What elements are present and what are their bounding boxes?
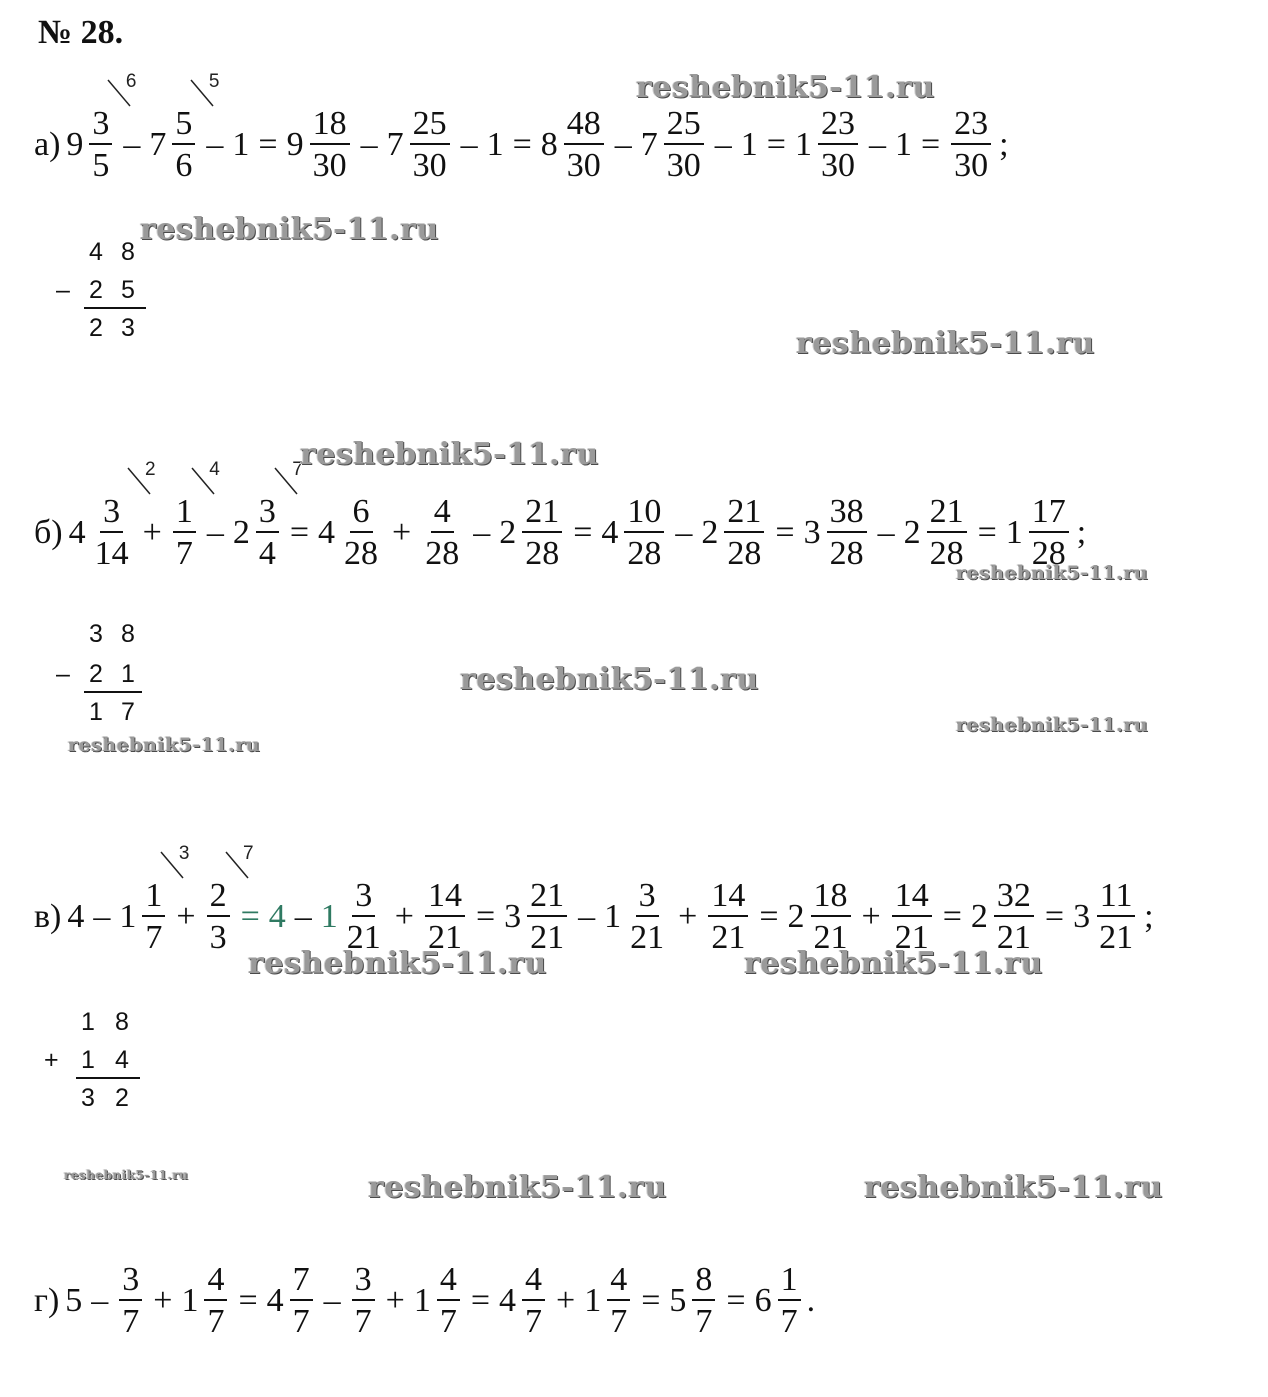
watermark: reshebnik5-11.ru bbox=[248, 946, 547, 981]
digit: 4 bbox=[89, 238, 103, 266]
denominator: 7 bbox=[175, 535, 193, 573]
fraction bbox=[607, 1262, 630, 1340]
operator: = bbox=[775, 513, 795, 551]
fraction bbox=[778, 1262, 801, 1340]
numerator: 32 bbox=[994, 878, 1034, 917]
denominator: 7 bbox=[439, 1303, 457, 1341]
numerator: 18 bbox=[310, 106, 350, 145]
plus-sign: + bbox=[44, 1046, 59, 1074]
equation-v bbox=[34, 843, 1154, 957]
denominator: 21 bbox=[427, 919, 462, 957]
watermark: reshebnik5-11.ru bbox=[636, 70, 935, 105]
fraction bbox=[692, 1262, 715, 1340]
denominator: 30 bbox=[412, 147, 447, 185]
number: 1 bbox=[740, 125, 758, 163]
numerator: 14 bbox=[892, 878, 932, 917]
extra-factor-mark bbox=[106, 71, 137, 110]
denominator: 28 bbox=[525, 535, 560, 573]
operator: – bbox=[714, 125, 732, 163]
operator: = bbox=[475, 897, 496, 935]
fraction bbox=[1029, 494, 1069, 572]
whole: 1 bbox=[794, 125, 812, 163]
operator: – bbox=[93, 897, 111, 935]
fraction bbox=[708, 878, 748, 956]
denominator: 30 bbox=[820, 147, 855, 185]
column-addition-v bbox=[44, 1010, 154, 1120]
fraction bbox=[811, 878, 851, 956]
fraction bbox=[142, 843, 190, 957]
denominator: 7 bbox=[292, 1303, 310, 1341]
denominator: 21 bbox=[346, 919, 381, 957]
number: 5 bbox=[65, 1281, 83, 1319]
digit: 8 bbox=[115, 1008, 129, 1036]
operator: – bbox=[868, 125, 886, 163]
operator: = bbox=[759, 897, 779, 935]
fraction bbox=[564, 106, 604, 184]
watermark: reshebnik5-11.ru bbox=[796, 326, 1095, 361]
operator: = bbox=[258, 125, 278, 163]
digit: 2 bbox=[89, 314, 103, 342]
operator: – bbox=[675, 513, 693, 551]
digit: 3 bbox=[81, 1084, 95, 1112]
digit: 5 bbox=[121, 276, 135, 304]
digit: 1 bbox=[121, 660, 135, 688]
fraction bbox=[818, 106, 858, 184]
fraction bbox=[724, 494, 764, 572]
label-g: г) bbox=[34, 1281, 60, 1319]
denominator: 28 bbox=[829, 535, 864, 573]
operator: + bbox=[153, 1281, 173, 1319]
whole: 3 bbox=[1073, 897, 1091, 935]
fraction bbox=[173, 459, 220, 573]
watermark: reshebnik5-11.ru bbox=[64, 1168, 189, 1182]
digit: 3 bbox=[89, 620, 103, 648]
extra-factor: 6 bbox=[125, 71, 137, 92]
operator: = bbox=[766, 125, 786, 163]
operator: – bbox=[578, 897, 596, 935]
operator: = bbox=[942, 897, 962, 935]
whole: 2 bbox=[232, 513, 250, 551]
number: 1 bbox=[486, 125, 504, 163]
fraction bbox=[927, 494, 967, 572]
fraction bbox=[1096, 878, 1136, 956]
numerator: 21 bbox=[522, 494, 562, 533]
numerator: 18 bbox=[811, 878, 851, 917]
numerator: 21 bbox=[724, 494, 764, 533]
operator: – bbox=[360, 125, 378, 163]
watermark: reshebnik5-11.ru bbox=[68, 734, 261, 756]
denominator: 28 bbox=[344, 535, 378, 573]
fraction bbox=[422, 494, 462, 572]
operator: + bbox=[861, 897, 881, 935]
watermark: reshebnik5-11.ru bbox=[460, 662, 759, 697]
digit: 2 bbox=[115, 1084, 129, 1112]
denominator: 21 bbox=[1099, 919, 1134, 957]
whole: 7 bbox=[386, 125, 404, 163]
denominator: 6 bbox=[175, 147, 193, 185]
operator: = bbox=[573, 513, 593, 551]
operator: + bbox=[678, 897, 698, 935]
fraction bbox=[207, 843, 254, 957]
whole: 1 bbox=[119, 897, 137, 935]
number: 1 bbox=[232, 125, 250, 163]
numerator: 3 bbox=[119, 1262, 142, 1301]
column-subtraction-b bbox=[56, 622, 156, 732]
whole: 2 bbox=[787, 897, 805, 935]
operator: = bbox=[470, 1281, 491, 1319]
extra-factor: 7 bbox=[292, 459, 303, 480]
numerator: 2 bbox=[207, 878, 230, 917]
operator: + bbox=[385, 1281, 405, 1319]
numerator: 21 bbox=[527, 878, 567, 917]
numerator: 38 bbox=[827, 494, 867, 533]
fraction bbox=[344, 878, 384, 956]
equation-b bbox=[34, 459, 1087, 573]
operator: – bbox=[206, 513, 224, 551]
whole: 3 bbox=[504, 897, 522, 935]
operator: – bbox=[206, 125, 224, 163]
operator: + bbox=[394, 897, 414, 935]
denominator: 28 bbox=[425, 535, 460, 573]
denominator: 30 bbox=[312, 147, 347, 185]
semicolon: ; bbox=[1076, 513, 1087, 551]
operator: = bbox=[1044, 897, 1065, 935]
numerator: 7 bbox=[290, 1262, 313, 1301]
operator: = bbox=[240, 897, 260, 935]
operator: = bbox=[977, 513, 997, 551]
numerator: 1 bbox=[173, 494, 196, 533]
fraction bbox=[119, 1262, 142, 1340]
fraction bbox=[310, 106, 350, 184]
fraction bbox=[994, 878, 1034, 956]
whole: 2 bbox=[701, 513, 719, 551]
denominator: 7 bbox=[695, 1303, 713, 1341]
whole: 4 bbox=[68, 513, 86, 551]
numerator: 3 bbox=[256, 494, 279, 533]
denominator: 7 bbox=[610, 1303, 628, 1341]
digit: 1 bbox=[81, 1046, 95, 1074]
digit: 7 bbox=[121, 698, 135, 726]
fraction bbox=[951, 106, 991, 184]
numerator: 3 bbox=[636, 878, 659, 917]
operator: – bbox=[473, 513, 491, 551]
denominator: 28 bbox=[727, 535, 762, 573]
extra-factor-mark bbox=[189, 71, 220, 110]
denominator: 30 bbox=[566, 147, 601, 185]
fraction bbox=[527, 878, 567, 956]
denominator: 30 bbox=[666, 147, 701, 185]
result-line bbox=[84, 307, 146, 309]
denominator: 21 bbox=[711, 919, 746, 957]
watermark: reshebnik5-11.ru bbox=[956, 562, 1149, 584]
digit: 8 bbox=[121, 620, 135, 648]
denominator: 21 bbox=[630, 919, 665, 957]
watermark: reshebnik5-11.ru bbox=[864, 1170, 1163, 1205]
fraction bbox=[437, 1262, 460, 1340]
fraction bbox=[522, 1262, 545, 1340]
period: . bbox=[806, 1281, 816, 1319]
extra-factor: 2 bbox=[145, 459, 156, 480]
whole: 9 bbox=[286, 125, 304, 163]
fraction bbox=[664, 106, 704, 184]
operator: = bbox=[238, 1281, 258, 1319]
digit: 4 bbox=[115, 1046, 129, 1074]
fraction bbox=[172, 71, 220, 185]
whole: 1 bbox=[320, 897, 338, 935]
numerator: 17 bbox=[1029, 494, 1069, 533]
semicolon: ; bbox=[999, 125, 1009, 163]
number: 1 bbox=[894, 125, 912, 163]
extra-factor: 7 bbox=[243, 843, 254, 864]
extra-factor-mark bbox=[190, 459, 220, 498]
numerator: 4 bbox=[607, 1262, 630, 1301]
digit: 8 bbox=[121, 238, 135, 266]
denominator: 7 bbox=[354, 1303, 372, 1341]
operator: – bbox=[91, 1281, 109, 1319]
digit: 1 bbox=[81, 1008, 95, 1036]
whole: 1 bbox=[584, 1281, 602, 1319]
numerator: 25 bbox=[410, 106, 450, 145]
extra-factor-mark bbox=[273, 459, 303, 498]
numerator: 3 bbox=[352, 878, 375, 917]
fraction bbox=[256, 459, 303, 573]
numerator: 23 bbox=[951, 106, 991, 145]
operator: + bbox=[142, 513, 162, 551]
operator: – bbox=[123, 125, 141, 163]
result-line bbox=[76, 1077, 140, 1079]
label-b: б) bbox=[34, 513, 63, 551]
numerator: 6 bbox=[350, 494, 373, 533]
numerator: 11 bbox=[1097, 878, 1136, 917]
denominator: 28 bbox=[1031, 535, 1066, 573]
numerator: 1 bbox=[778, 1262, 801, 1301]
fraction bbox=[204, 1262, 227, 1340]
fraction bbox=[624, 494, 664, 572]
extra-factor-mark bbox=[224, 843, 254, 882]
denominator: 7 bbox=[122, 1303, 140, 1341]
operator: – bbox=[294, 897, 312, 935]
denominator: 7 bbox=[207, 1303, 225, 1341]
numerator: 4 bbox=[431, 494, 454, 533]
numerator: 23 bbox=[818, 106, 858, 145]
extra-factor: 3 bbox=[178, 843, 190, 864]
label-v: в) bbox=[34, 897, 62, 935]
whole: 2 bbox=[970, 897, 988, 935]
whole: 1 bbox=[413, 1281, 431, 1319]
operator: + bbox=[176, 897, 196, 935]
numerator: 8 bbox=[692, 1262, 715, 1301]
fraction bbox=[627, 878, 667, 956]
fraction bbox=[892, 878, 932, 956]
result-line bbox=[84, 691, 142, 693]
fraction bbox=[341, 494, 381, 572]
numerator: 3 bbox=[352, 1262, 375, 1301]
digit: 3 bbox=[121, 314, 135, 342]
numerator: 4 bbox=[204, 1262, 227, 1301]
whole: 2 bbox=[903, 513, 921, 551]
operator: = bbox=[726, 1281, 746, 1319]
fraction bbox=[827, 494, 867, 572]
equation-g bbox=[34, 1262, 815, 1340]
denominator: 3 bbox=[209, 919, 227, 957]
numerator: 25 bbox=[664, 106, 704, 145]
numerator: 4 bbox=[522, 1262, 545, 1301]
column-subtraction-a bbox=[56, 240, 156, 350]
whole: 2 bbox=[499, 513, 517, 551]
denominator: 4 bbox=[258, 535, 276, 573]
operator: – bbox=[877, 513, 895, 551]
whole: 1 bbox=[1005, 513, 1023, 551]
denominator: 21 bbox=[996, 919, 1031, 957]
extra-factor: 4 bbox=[209, 459, 220, 480]
fraction bbox=[89, 71, 137, 185]
minus-sign: – bbox=[56, 276, 70, 304]
whole: 8 bbox=[540, 125, 558, 163]
problem-title: № 28. bbox=[38, 14, 124, 51]
operator: – bbox=[460, 125, 478, 163]
operator: + bbox=[392, 513, 412, 551]
operator: = bbox=[512, 125, 532, 163]
denominator: 21 bbox=[813, 919, 848, 957]
watermark: reshebnik5-11.ru bbox=[300, 437, 599, 472]
denominator: 30 bbox=[954, 147, 989, 185]
numerator: 1 bbox=[142, 878, 165, 917]
numerator: 21 bbox=[927, 494, 967, 533]
denominator: 14 bbox=[94, 535, 129, 573]
numerator: 3 bbox=[89, 106, 112, 145]
watermark: reshebnik5-11.ru bbox=[956, 714, 1149, 736]
denominator: 5 bbox=[92, 147, 110, 185]
numerator: 3 bbox=[100, 494, 123, 533]
fraction bbox=[352, 1262, 375, 1340]
operator: – bbox=[323, 1281, 341, 1319]
numerator: 14 bbox=[425, 878, 465, 917]
digit: 1 bbox=[89, 698, 103, 726]
whole: 1 bbox=[604, 897, 622, 935]
whole: 9 bbox=[66, 125, 84, 163]
numerator: 4 bbox=[437, 1262, 460, 1301]
operator: + bbox=[556, 1281, 576, 1319]
denominator: 7 bbox=[525, 1303, 543, 1341]
denominator: 7 bbox=[780, 1303, 798, 1341]
label-a: а) bbox=[34, 125, 61, 163]
fraction bbox=[522, 494, 562, 572]
numerator: 48 bbox=[564, 106, 604, 145]
digit: 2 bbox=[89, 660, 103, 688]
extra-factor-mark bbox=[126, 459, 156, 498]
numerator: 10 bbox=[624, 494, 664, 533]
operator: = bbox=[289, 513, 309, 551]
denominator: 7 bbox=[145, 919, 163, 957]
whole: 3 bbox=[803, 513, 821, 551]
whole: 4 bbox=[266, 1281, 284, 1319]
watermark: reshebnik5-11.ru bbox=[744, 946, 1043, 981]
whole: 6 bbox=[754, 1281, 772, 1319]
denominator: 21 bbox=[530, 919, 565, 957]
digit: 2 bbox=[89, 276, 103, 304]
whole: 4 bbox=[499, 1281, 517, 1319]
denominator: 28 bbox=[929, 535, 964, 573]
fraction bbox=[425, 878, 465, 956]
operator: = bbox=[641, 1281, 661, 1319]
fraction bbox=[410, 106, 450, 184]
whole: 4 bbox=[318, 513, 335, 551]
whole: 1 bbox=[181, 1281, 199, 1319]
operator: = bbox=[920, 125, 941, 163]
watermark: reshebnik5-11.ru bbox=[368, 1170, 667, 1205]
extra-factor: 5 bbox=[208, 71, 220, 92]
number: 4 bbox=[268, 897, 286, 935]
whole: 7 bbox=[149, 125, 167, 163]
whole: 5 bbox=[669, 1281, 687, 1319]
fraction bbox=[290, 1262, 313, 1340]
whole: 7 bbox=[640, 125, 658, 163]
minus-sign: – bbox=[56, 660, 70, 688]
numerator: 14 bbox=[708, 878, 748, 917]
operator: – bbox=[614, 125, 632, 163]
numerator: 5 bbox=[172, 106, 195, 145]
number: 4 bbox=[67, 897, 85, 935]
semicolon: ; bbox=[1144, 897, 1154, 935]
fraction bbox=[92, 459, 156, 573]
whole: 4 bbox=[601, 513, 619, 551]
watermark: reshebnik5-11.ru bbox=[140, 212, 439, 247]
denominator: 21 bbox=[894, 919, 929, 957]
extra-factor-mark bbox=[159, 843, 190, 882]
denominator: 28 bbox=[627, 535, 662, 573]
